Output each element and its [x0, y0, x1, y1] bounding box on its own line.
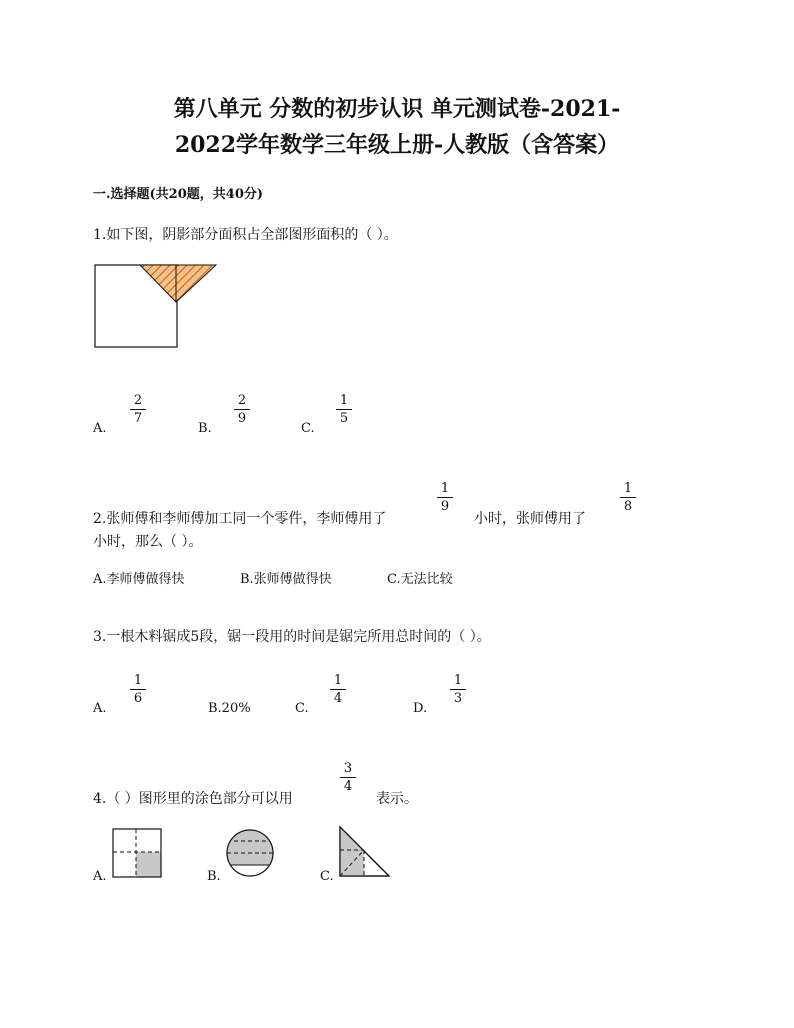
q4-option-a-figure [112, 828, 162, 878]
question-2-fraction-1: 1 9 [435, 482, 455, 513]
page-title-line-2: 2022学年数学三年级上册-人教版（含答案） [174, 132, 620, 158]
question-3-text: 3.一根木料锯成5段，锯一段用的时间是锯完所用总时间的（ ）。 [93, 629, 491, 645]
q1-option-a-label: A. [93, 421, 107, 436]
q2-option-c: C.无法比较 [387, 572, 453, 587]
q4-option-c-figure [339, 826, 391, 878]
q4-option-a-label: A. [93, 869, 107, 884]
q4-option-b-figure [226, 829, 274, 877]
q1-option-a-fraction: 2 7 [128, 394, 148, 425]
q4-option-b-label: B. [207, 869, 221, 884]
q3-option-c-fraction: 1 4 [328, 674, 348, 705]
q3-option-d-label: D. [413, 701, 428, 716]
question-4-fraction: 3 4 [338, 762, 358, 793]
question-2-text-line-2: 小时，那么（ ）。 [93, 534, 203, 550]
section-heading: 一.选择题(共20题，共40分) [93, 187, 264, 202]
question-2-fraction-2: 1 8 [618, 482, 638, 513]
q1-option-b-fraction: 2 9 [232, 394, 252, 425]
q3-option-b: B.20% [208, 701, 251, 716]
page-title-line-1: 第八单元 分数的初步认识 单元测试卷-2021- [173, 96, 621, 122]
q1-option-c-fraction: 1 5 [334, 394, 354, 425]
q3-option-c-label: C. [295, 701, 309, 716]
q3-option-d-fraction: 1 3 [448, 674, 468, 705]
question-1-text: 1.如下图，阴影部分面积占全部图形面积的（ ）。 [93, 227, 398, 243]
question-4-text-part-2: 表示。 [376, 791, 418, 807]
q1-option-b-label: B. [198, 421, 212, 436]
q4-option-c-label: C. [320, 869, 334, 884]
q3-option-a-label: A. [93, 701, 107, 716]
q2-option-b: B.张师傅做得快 [240, 572, 332, 587]
question-2-text-part-1: 2.张师傅和李师傅加工同一个零件，李师傅用了 [93, 511, 387, 527]
question-1-figure [94, 264, 218, 350]
q1-option-c-label: C. [301, 421, 315, 436]
question-2-text-part-2: 小时，张师傅用了 [474, 511, 586, 527]
question-4-text-part-1: 4.（ ）图形里的涂色部分可以用 [93, 791, 293, 807]
q2-option-a: A.李师傅做得快 [93, 572, 185, 587]
q3-option-a-fraction: 1 6 [128, 674, 148, 705]
